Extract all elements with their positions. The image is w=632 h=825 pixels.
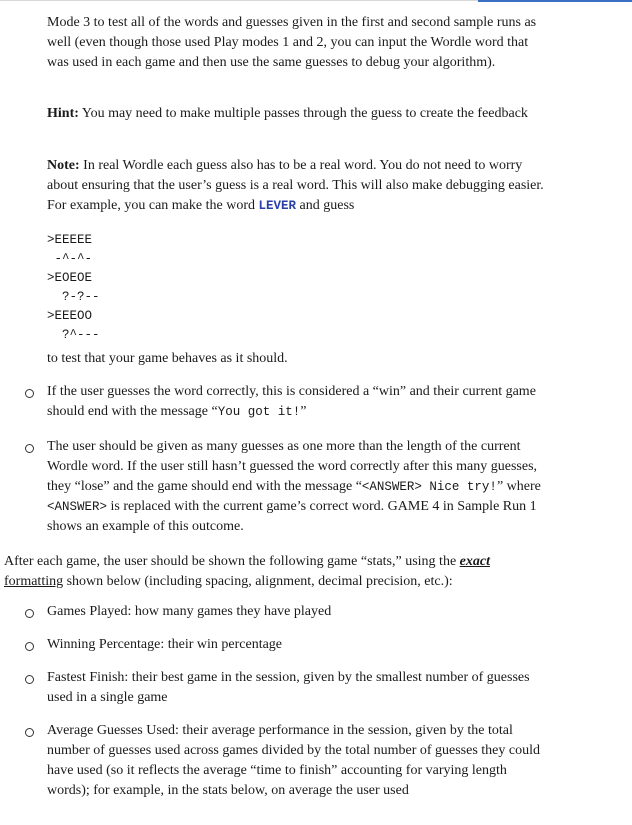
example-line: ?-?-- [47,290,100,304]
stats-intro-paragraph [4,552,564,592]
bullet-circle-icon [25,675,34,684]
example-line: >EEEOO [47,309,93,323]
example-code-block [47,231,100,345]
stats-item [47,635,547,655]
exact-emphasis: exact [459,554,490,569]
stats-item [47,721,547,801]
note-paragraph [47,156,547,216]
hint-text: You may need to make multiple passes through the guess to create the feedback [78,106,528,121]
top-accent-bar [478,0,632,2]
stats-intro-text-1: After each game, the user should be shown the following game “stats,” using the [4,554,460,569]
stats-item-text: Winning Percentage: their win percentage [47,637,283,652]
stats-item [47,668,547,708]
stats-intro-text-2: shown below (including spacing, alignment, decimal precision, etc.): [63,574,453,589]
bullet-circle-icon [25,609,34,618]
stats-item-text: Fastest Finish: their best game in the session, given by the smallest number of guesses used in a single game [47,670,530,705]
answer-placeholder-code: <ANSWER> [47,500,108,514]
formatting-underlined: formatting [4,574,64,589]
win-text-1: If the user guesses the word correctly, this is considered a “win” and their current game should end with the message “ [47,384,536,419]
example-line: -^-^- [47,252,93,266]
hint-paragraph [47,104,547,124]
win-message-code: You got it! [217,405,301,419]
win-text-2: ” [300,404,307,419]
after-example-span: to test that your game behaves as it should. [47,351,288,366]
bullet-circle-icon [25,728,34,737]
stats-item-text: Average Guesses Used: their average performance in the session, given by the total number of guesses used across games divided by the total number of guesses they could have used (so it reflects the average “time to finish” accounting for varying length words); for example, in the stats below, on average the user used [47,723,541,798]
bullet-circle-icon [25,389,34,398]
note-text-2: and guess [296,198,355,213]
example-line: >EEEEE [47,233,93,247]
note-text-1: In real Wordle each guess also has to be a real word. You do not need to worry about ensuring that the user’s guess is a real word. This will also make debugging easier. For example, you can make the word [47,158,544,213]
example-line: >EOEOE [47,271,93,285]
lose-text-1: The user should be given as many guesses as one more than the length of the current Wordle word. If the user still hasn’t guessed the word correctly after this many guesses, they “lose” and the game should end with the message “ [47,439,538,494]
example-line: ?^--- [47,328,100,342]
bullet-circle-icon [25,642,34,651]
hint-label: Hint: [47,106,79,121]
stats-item-text: Games Played: how many games they have played [47,604,332,619]
note-keyword: LEVER [258,199,297,213]
lose-message-code: <ANSWER> Nice try! [361,480,497,494]
after-example-text [47,349,547,369]
stats-item [47,602,547,622]
lose-text-2: ” where [496,479,541,494]
intro-paragraph [47,13,547,73]
note-label: Note: [47,158,80,173]
lose-text-3: is replaced with the current game’s correct word. GAME 4 in Sample Run 1 shows an example of this outcome. [47,499,537,534]
bullet-circle-icon [25,444,34,453]
lose-bullet-text [47,437,547,537]
intro-text: Mode 3 to test all of the words and guesses given in the first and second sample runs as well (even though those used Play modes 1 and 2, you can input the Wordle word that was used in each game and then use the same guesses to debug your algorithm). [47,15,537,70]
win-bullet-text [47,382,547,422]
